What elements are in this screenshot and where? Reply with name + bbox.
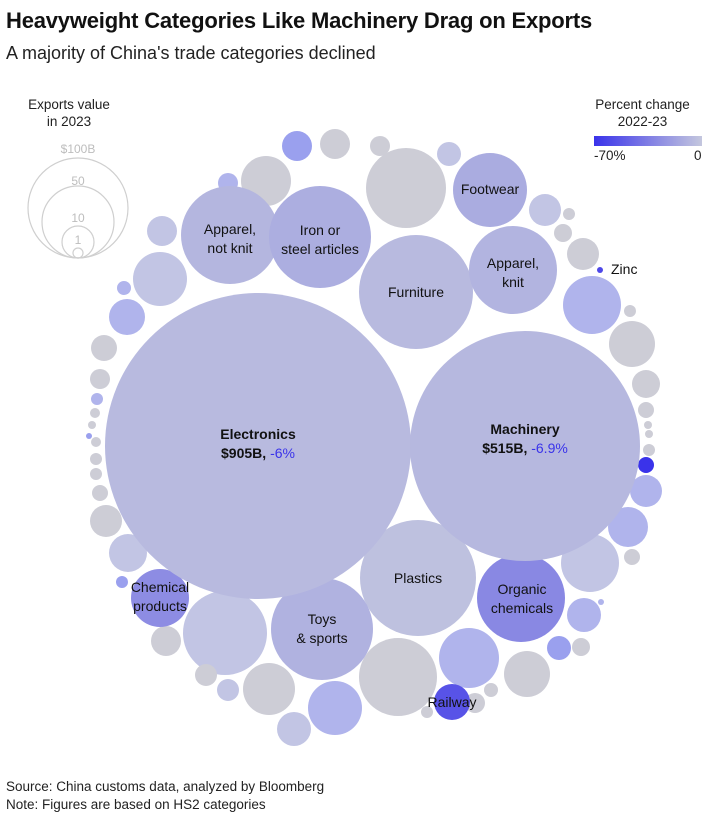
category-bubble [88,421,96,429]
size-legend-label: $100B [60,142,96,156]
category-bubble [243,663,295,715]
chart-subtitle: A majority of China's trade categories declined [6,43,376,63]
category-bubble [183,591,267,675]
category-label: Electronics [220,426,296,442]
category-bubble [308,681,362,735]
category-bubble [359,638,437,716]
category-bubble [439,628,499,688]
size-legend-label: 50 [71,174,85,188]
source-note: Source: China customs data, analyzed by Bloomberg [6,779,325,794]
category-label: Apparel, [203,221,257,237]
category-bubble [638,402,654,418]
chart-title: Heavyweight Categories Like Machinery Drag on Exports [6,8,593,33]
category-bubble [624,549,640,565]
size-legend-title-line1: Exports value [28,97,110,112]
category-bubble [632,370,660,398]
category-bubble [645,430,653,438]
category-label: Toys [307,611,337,627]
category-bubble [598,599,604,605]
category-label: knit [502,274,524,290]
category-label: Zinc [611,261,638,277]
category-label: steel articles [281,241,359,257]
category-bubble [90,408,100,418]
category-bubble [366,148,446,228]
category-bubble [563,276,621,334]
size-legend-circle [73,248,83,258]
category-bubble [92,485,108,501]
category-bubble [109,299,145,335]
category-bubble [567,598,601,632]
size-legend-label: 1 [74,233,82,247]
export-value-label: $905B, [221,445,271,461]
category-bubble [644,421,652,429]
category-bubble [643,444,655,456]
category-bubble [504,651,550,697]
category-bubble [91,437,101,447]
category-bubble [572,638,590,656]
category-bubble [90,453,102,465]
category-bubble [624,305,636,317]
category-bubble [91,335,117,361]
category-bubble [90,505,122,537]
category-bubble [638,457,654,473]
category-bubble [563,208,575,220]
category-label: Railway [427,694,477,710]
size-legend-label: 10 [71,211,85,225]
category-label: Furniture [387,284,445,300]
category-bubble [90,468,102,480]
category-bubble [133,252,187,306]
category-label: Apparel, [486,255,540,271]
category-label: Footwear [460,181,520,197]
category-label: Plastics [393,570,443,586]
category-bubble [217,679,239,701]
category-bubble [116,576,128,588]
color-legend-title-line1: Percent change [595,97,690,112]
category-label: Iron or [299,222,341,238]
category-bubble [151,626,181,656]
category-bubble [91,393,103,405]
category-label: chemicals [490,600,554,616]
change-value-label: -6.9% [531,440,568,456]
category-label: Organic [497,581,547,597]
category-bubble [554,224,572,242]
color-legend-min-label: -70% [594,148,626,163]
category-bubble [86,433,92,439]
category-bubble [117,281,131,295]
category-bubble [597,267,603,273]
category-bubble [437,142,461,166]
category-bubble [567,238,599,270]
category-bubble [547,636,571,660]
category-bubble [320,129,350,159]
category-bubble [282,131,312,161]
category-label: products [133,598,187,614]
category-bubble [90,369,110,389]
category-label: not knit [207,240,253,256]
value-label [221,445,295,461]
category-bubble [609,321,655,367]
value-label [482,440,568,456]
size-legend-title-line2: in 2023 [46,114,92,129]
category-label: Machinery [490,421,560,437]
export-value-label: $515B, [482,440,532,456]
footnote: Note: Figures are based on HS2 categories [6,797,266,812]
category-bubble [484,683,498,697]
change-value-label: -6% [270,445,295,461]
category-bubble [477,554,565,642]
category-bubble [147,216,177,246]
category-bubble [529,194,561,226]
color-legend-max-label: 0 [694,148,702,163]
color-legend-title-line2: 2022-23 [617,114,668,129]
category-bubble [277,712,311,746]
category-label: & sports [296,630,348,646]
category-bubble [195,664,217,686]
category-label: Chemical [130,579,190,595]
